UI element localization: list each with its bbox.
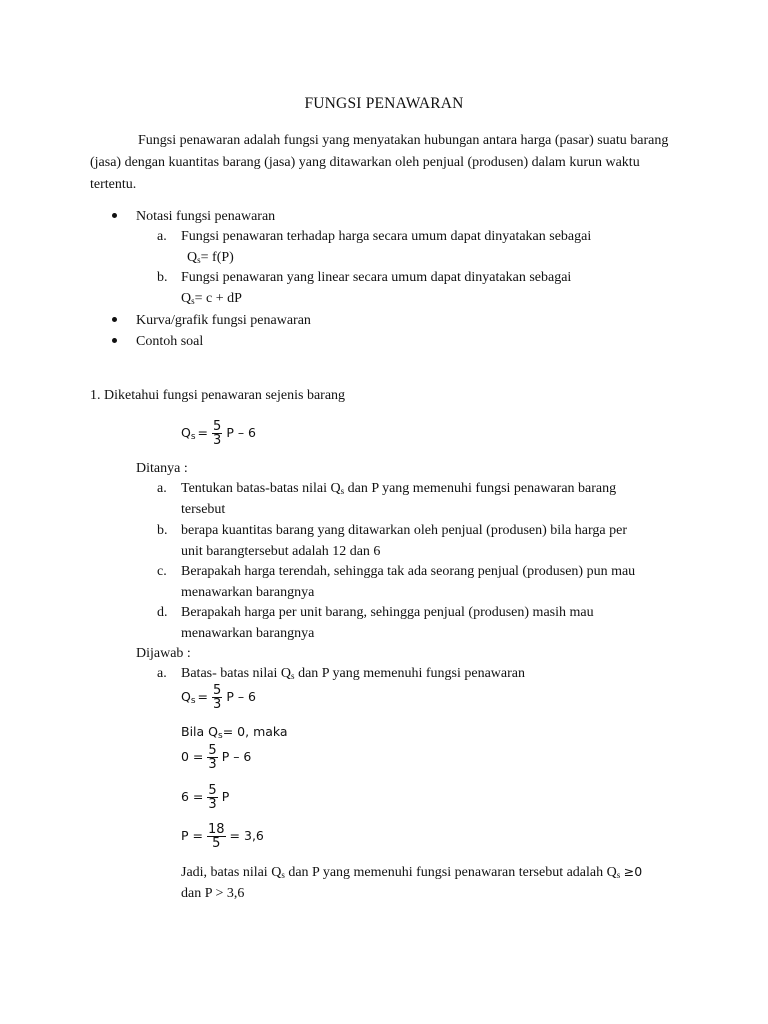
page-title: FUNGSI PENAWARAN — [304, 95, 464, 112]
bullet-dot — [112, 213, 117, 218]
fraction: $\frac{5}{3}$ — [213, 419, 222, 448]
equation-linear: $Q_s= c$ + dP — [181, 291, 242, 306]
conclusion-line-2: dan P > 3,6 — [181, 886, 245, 901]
bullet-dot — [112, 317, 117, 322]
question-d-cont: menawarkan barangnya — [181, 626, 315, 641]
bila-line: Bila $Q_s= 0$, maka — [181, 724, 288, 741]
conclusion-line: Jadi, batas nilai $Q_s$ dan P yang memenuhi fungsi penawaran tersebut adalah $Q_s \ge 0$ — [181, 864, 643, 880]
document-page: FUNGSI PENAWARAN Fungsi penawaran adalah fungsi yang menyatakan hubungan antara harga (pasar) suatu barang (jasa) dengan kuantitas barang (jasa) yang ditawarkan oleh penjual (produsen) dalam kurun waktu tertentu. Notasi fungsi penawaran a. Fungsi penawaran terhadap harga secara umum dapat dinyatakan sebagai $Q_s= f(P)$ b. Fungsi penawaran yang linear secara umum dapat dinyatakan sebagai $Q_s= c$ + dP Kurva/grafik fungsi penawaran Contoh soal 1. Diketahui fungsi penawaran sejenis barang $Q_s$ = $\frac{5}{3}$ P – 6 Ditanya : a. Tentukan batas-batas nilai $Q_s$ dan P yang memenuhi fungsi penawaran barang tersebut b. berapa kuantitas barang yang ditawarkan oleh penjual (produsen) bila harga per unit barangtersebut adalah 12 dan 6 c. Berapakah harga terendah, sehingga tak ada seorang penjual (produsen) pun mau menawarkan barangnya d. Berapakah harga per unit barang, sehingga penjual (produsen) masih mau menawarkan barangnya Dijawab : a. Batas- batas nilai $Q_s$ dan P yang memenuhi fungsi penawaran $Q_s$ = $\frac{5}{3}$ P – 6 Bila $Q_s= 0$, maka 0 = $\frac{5}{3}$ P – 6 6 = $\frac{5}{3}$ P P = $\frac{18}{5}$ = 3,6 Jadi, batas nilai $Q_s$ dan P yang memenuhi fungsi penawaran tersebut adalah $Q_s \ge 0$ dan P > 3,6 — [0, 0, 768, 1024]
answer-equation: $Q_s$ = $\frac{5}{3}$ P – 6 — [181, 683, 256, 712]
equation-general: $Q_s= f(P)$ — [187, 250, 234, 265]
ditanya-label: Ditanya : — [136, 461, 188, 476]
question-a-cont: tersebut — [181, 502, 226, 517]
question-b-cont: unit barangtersebut adalah 12 dan 6 — [181, 544, 381, 559]
equation-six: 6 = $\frac{5}{3}$ P — [181, 783, 230, 812]
dijawab-label: Dijawab : — [136, 646, 191, 661]
problem-heading: 1. Diketahui fungsi penawaran sejenis barang — [90, 388, 346, 403]
bullet-dot — [112, 338, 117, 343]
equation-zero: 0 = $\frac{5}{3}$ P – 6 — [181, 743, 252, 772]
intro-paragraph: Fungsi penawaran adalah fungsi yang menyatakan hubungan antara harga (pasar) suatu barang (jasa) dengan kuantitas barang (jasa) yang ditawarkan oleh penjual (produsen) dalam kurun waktu tertentu. — [90, 133, 669, 192]
question-c-cont: menawarkan barangnya — [181, 585, 315, 600]
equation-p: P = $\frac{18}{5}$ = 3,6 — [181, 822, 264, 851]
supply-equation: $Q_s$ = $\frac{5}{3}$ P – 6 — [181, 419, 256, 448]
